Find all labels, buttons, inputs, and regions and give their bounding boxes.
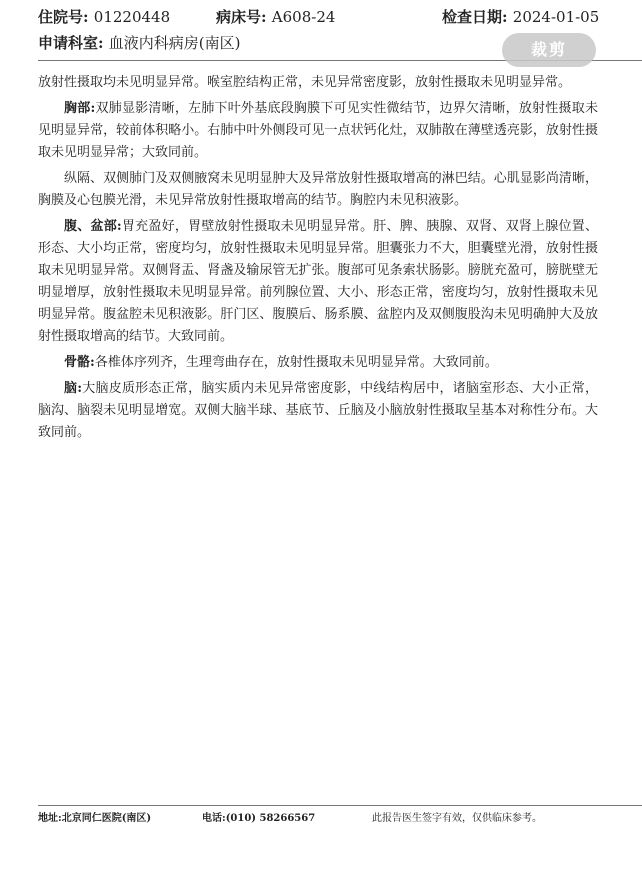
- admission-field: [38, 6, 170, 27]
- abdomen-label: 腹、盆部:: [64, 219, 122, 234]
- admission-number: 01220448: [93, 8, 171, 26]
- abdomen-text: 胃充盈好，胃壁放射性摄取未见明显异常。肝、脾、胰腺、双肾、双肾上腺位置、形态、大小均正常，密度均匀，放射性摄取未见明显异常。胆囊张力不大，胆囊壁光滑，放射性摄取未见明显异常。双侧肾盂、肾盏及输尿管无扩张。腹部可见条索状肠影。膀胱充盈可，膀胱壁无明显增厚，放射性摄取未见明显异常。前列腺位置、大小、形态正常，密度均匀，放射性摄取未见明显异常。腹盆腔未见积液影。肝门区、腹膜后、肠系膜、盆腔内及双侧腹股沟未见明确肿大及放射性摄取增高的结节。大致同前。: [38, 219, 598, 344]
- abdomen-section: [38, 216, 598, 348]
- brain-label: 脑:: [64, 381, 83, 396]
- header-row-1: [38, 6, 638, 28]
- footer-note: 此报告医生签字有效，仅供临床参考。: [372, 813, 542, 824]
- exam-date-field: [442, 6, 599, 27]
- brain-text: 大脑皮质形态正常，脑实质内未见异常密度影，中线结构居中，诸脑室形态、大小正常，脑沟、脑裂未见明显增宽。双侧大脑半球、基底节、丘脑及小脑放射性摄取呈基本对称性分布。大致同前。: [38, 381, 598, 440]
- chest-text: 双肺显影清晰，左肺下叶外基底段胸膜下可见实性微结节，边界欠清晰，放射性摄取未见明显异常，较前体积略小。右肺中叶外侧段可见一点状钙化灶，双肺散在薄壁透亮影，放射性摄取未见明显异常；大致同前。: [38, 101, 598, 160]
- header-row-2: [38, 32, 241, 53]
- footer-divider: [38, 805, 642, 806]
- admission-label: 住院号:: [38, 8, 89, 26]
- bed-label: 病床号:: [216, 8, 267, 26]
- mediastinum-section: [38, 168, 598, 212]
- report-text: 放射性摄取均未见明显异常。喉室腔结构正常，未见异常密度影，放射性摄取未见明显异常。: [38, 75, 572, 90]
- dept-label: 申请科室:: [38, 34, 104, 52]
- footer-address: 地址:北京同仁医院(南区): [38, 813, 152, 824]
- exam-date-label: 检查日期:: [442, 8, 508, 26]
- bone-label: 骨骼:: [64, 355, 95, 370]
- footer-phone: 电话:(010) 58266567: [202, 813, 316, 824]
- chest-label: 胸部:: [64, 101, 96, 116]
- mediastinum-text: 纵隔、双侧肺门及双侧腋窝未见明显肿大及异常放射性摄取增高的淋巴结。心肌显影尚清晰，胸膜及心包膜光滑，未见异常放射性摄取增高的结节。胸腔内未见积液影。: [38, 171, 598, 208]
- crop-button[interactable]: 裁剪: [502, 33, 596, 67]
- exam-date: 2024-01-05: [512, 8, 600, 26]
- bed-field: [216, 6, 335, 27]
- brain-section: [38, 378, 598, 444]
- dept-name: 血液内科病房(南区): [108, 34, 241, 52]
- footer: [38, 809, 638, 825]
- bone-text: 各椎体序列齐，生理弯曲存在，放射性摄取未见明显异常。大致同前。: [94, 355, 498, 370]
- chest-section: [38, 98, 598, 164]
- bed-number: A608-24: [271, 8, 336, 26]
- bone-section: [38, 352, 598, 374]
- report-paragraph: [38, 72, 598, 94]
- report-body: [38, 72, 598, 448]
